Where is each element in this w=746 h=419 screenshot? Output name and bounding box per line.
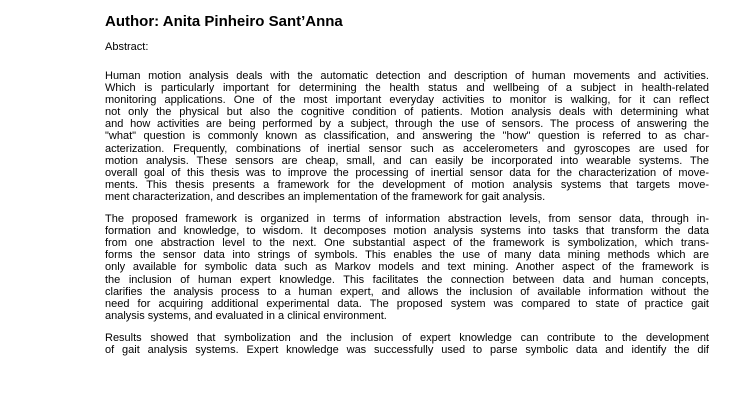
- text-line: not only the physical but also the cognitive condition of patients. Motion analysis deals with determining what: [105, 106, 709, 119]
- text-line: Which is particularly important for determining the health status and wellbeing of a subject in health-related: [105, 82, 709, 95]
- abstract-paragraph-3: [105, 332, 709, 356]
- author-heading: Author: Anita Pinheiro Sant’Anna: [105, 13, 343, 30]
- text-line: forms the sensor data into strings of symbols. This enables the use of many data mining methods which are: [105, 249, 709, 262]
- text-line: formation and knowledge, to wisdom. It decomposes motion analysis systems into tasks that transform the data: [105, 225, 709, 238]
- text-line: acterization. Frequently, combinations of inertial sensor such as accelerometers and gyroscopes are used for: [105, 142, 709, 155]
- text-line: "what" question is commonly known as classification, and answering the "how" question is referred to as char-: [105, 130, 709, 143]
- text-line: Results showed that symbolization and the inclusion of expert knowledge can contribute to the development: [105, 331, 709, 344]
- text-line: ments. This thesis presents a framework for the development of motion analysis systems that targets move-: [105, 178, 709, 191]
- text-line: only available for symbolic data such as Markov models and text mining. Another aspect of the framework is: [105, 261, 709, 274]
- text-line: monitoring applications. One of the most important everyday activities to monitor is walking, for it can reflect: [105, 94, 709, 107]
- text-line: analysis systems, and evaluated in a clinical environment.: [105, 309, 387, 322]
- text-line: motion analysis. These sensors are cheap, small, and can easily be incorporated into wearable systems. The: [105, 154, 709, 167]
- text-line: of gait analysis systems. Expert knowledge was successfully used to parse symbolic data and identify the dif: [105, 343, 709, 356]
- abstract-paragraph-1: [105, 70, 709, 203]
- text-line: Human motion analysis deals with the automatic detection and description of human movements and activities.: [105, 70, 709, 82]
- abstract-paragraph-2: [105, 213, 709, 322]
- text-line: need for acquiring additional experimental data. The proposed system was compared to state of practice gait: [105, 297, 709, 310]
- text-line: clarifies the analysis process to a human expert, and allows the inclusion of available information without the: [105, 285, 709, 298]
- text-line: the inclusion of human expert knowledge. This facilitates the connection between data and human concepts,: [105, 273, 709, 286]
- abstract-label: Abstract:: [105, 41, 149, 53]
- text-line: ment characterization, and describes an implementation of the framework for gait analysis.: [105, 190, 546, 203]
- text-line: from one abstraction level to the next. One substantial aspect of the framework is symbolization, which trans-: [105, 237, 709, 250]
- text-line: The proposed framework is organized in terms of information abstraction levels, from sensor data, through in-: [105, 213, 709, 226]
- document-page: [105, 13, 709, 366]
- text-line: overall goal of this thesis was to improve the processing of inertial sensor data for the characterization of move-: [105, 166, 709, 179]
- text-line: and how activities are being performed by a subject, through the use of sensors. The process of answering the: [105, 118, 709, 131]
